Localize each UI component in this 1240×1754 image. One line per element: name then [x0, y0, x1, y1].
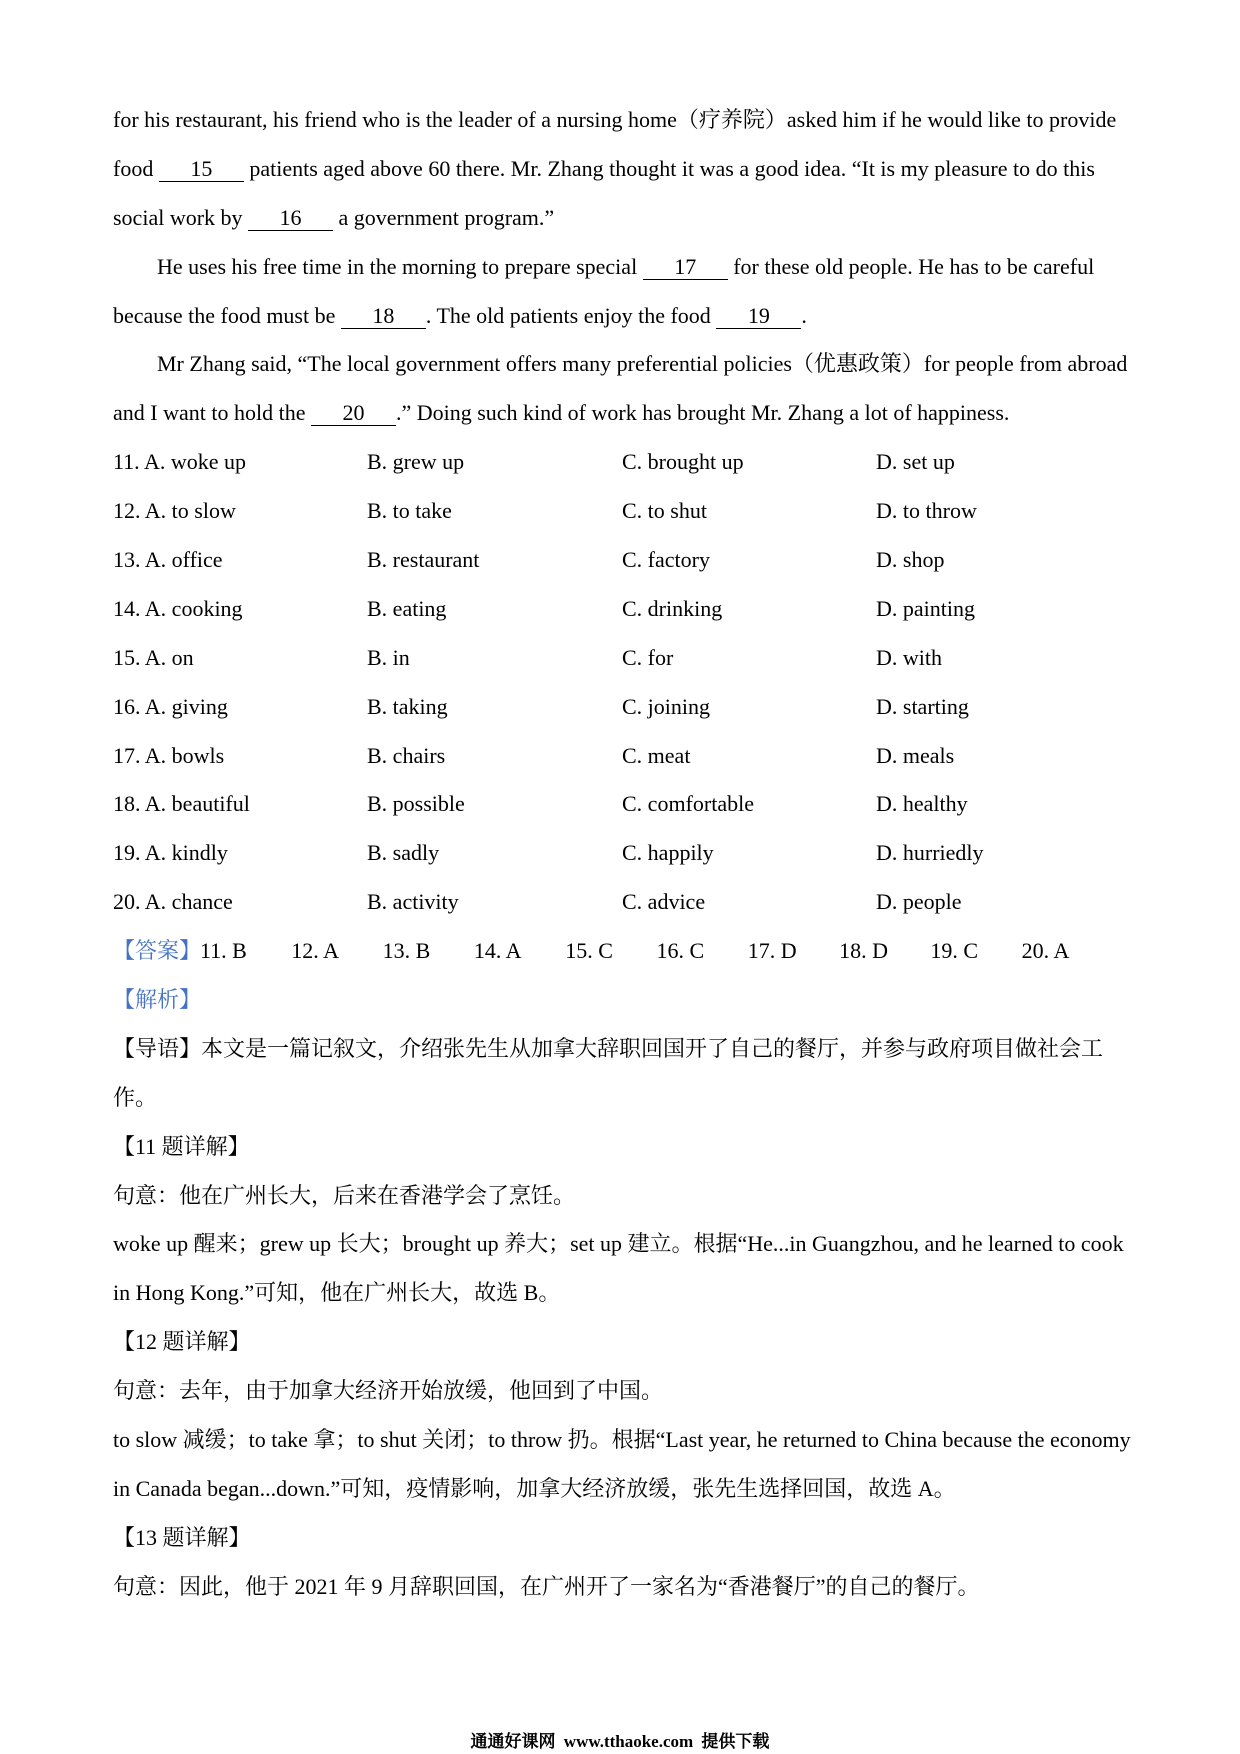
option-a: 18. A. beautiful [113, 791, 250, 817]
option-c: C. advice [622, 889, 706, 915]
question-options-15 [113, 634, 1129, 683]
option-a: 13. A. office [113, 547, 223, 573]
option-a: 16. A. giving [113, 693, 228, 719]
passage-text: . [801, 302, 807, 328]
question-detail-heading [113, 1123, 1129, 1172]
analysis-text: 【13 题详解】 [113, 1524, 251, 1550]
passage-text: social work by [113, 204, 249, 230]
question-options-16 [113, 683, 1129, 732]
analysis-label: 【解析】 [113, 987, 202, 1013]
analysis-line [113, 1025, 1129, 1074]
blank-20: 20 [311, 401, 396, 426]
analysis-line [113, 1269, 1129, 1318]
analysis-text: in Canada began...down.”可知，疫情影响，加拿大经济放缓，张先生选择回国，故选 A。 [113, 1475, 956, 1501]
option-a: 20. A. chance [113, 889, 233, 915]
passage-text: for these old people. He has to be careful [727, 253, 1095, 279]
option-d: D. starting [876, 693, 969, 719]
option-b: B. in [367, 644, 410, 670]
option-b: B. chairs [367, 742, 446, 768]
answer-item: 16. C [656, 938, 705, 964]
option-a: 19. A. kindly [113, 840, 228, 866]
blank-19: 19 [716, 304, 801, 329]
passage-line [113, 243, 1129, 292]
analysis-text: 句意：他在广州长大，后来在香港学会了烹饪。 [113, 1182, 576, 1208]
question-options-17 [113, 732, 1129, 781]
option-b: B. activity [367, 889, 459, 915]
option-c: C. for [622, 644, 674, 670]
option-a: 17. A. bowls [113, 742, 225, 768]
passage-line [113, 340, 1129, 389]
analysis-line [113, 1172, 1129, 1221]
option-c: C. factory [622, 547, 710, 573]
option-d: D. people [876, 889, 962, 915]
analysis-section [113, 976, 1129, 1612]
option-a: 15. A. on [113, 644, 194, 670]
answer-item: 15. C [565, 938, 613, 964]
analysis-text: 【导语】本文是一篇记叙文，介绍张先生从加拿大辞职回国开了自己的餐厅，并参与政府项目做社会工 [113, 1035, 1104, 1061]
passage-text: food [113, 155, 159, 181]
passage-text: for his restaurant, his friend who is the leader of a nursing home（疗养院）asked him if he would like to provide [113, 107, 1117, 132]
passage-line [113, 145, 1129, 194]
analysis-line [113, 1074, 1129, 1123]
question-options-19 [113, 829, 1129, 878]
analysis-text: to slow 减缓；to take 拿；to shut 关闭；to throw 扔。根据“Last year, he returned to China because the economy [113, 1427, 1131, 1453]
answer-item: 13. B [382, 938, 431, 964]
question-options-18 [113, 780, 1129, 829]
analysis-text: 句意：去年，由于加拿大经济开始放缓，他回到了中国。 [113, 1378, 664, 1404]
answer-item: 19. C [930, 938, 979, 964]
option-a: 12. A. to slow [113, 498, 236, 524]
answer-item: 18. D [839, 938, 888, 964]
passage-line [113, 96, 1129, 145]
answer-label: 【答案】 [113, 938, 202, 964]
analysis-line [113, 1220, 1129, 1269]
analysis-line [113, 1416, 1129, 1465]
option-d: D. hurriedly [876, 840, 984, 866]
option-b: B. possible [367, 791, 465, 817]
option-c: C. meat [622, 742, 691, 768]
passage-line [113, 292, 1129, 341]
option-d: D. with [876, 644, 942, 670]
blank-15: 15 [159, 157, 244, 182]
analysis-text: 【12 题详解】 [113, 1329, 251, 1355]
option-d: D. painting [876, 595, 975, 621]
blank-18: 18 [341, 304, 426, 329]
answer-item: 17. D [747, 938, 797, 964]
analysis-text: 【11 题详解】 [113, 1133, 250, 1159]
options-list [113, 438, 1129, 927]
answer-row [113, 927, 1129, 976]
question-options-20 [113, 878, 1129, 927]
option-c: C. joining [622, 693, 711, 719]
analysis-text: woke up 醒来；grew up 长大；brought up 养大；set up 建立。根据“He...in Guangzhou, and he learned to cook [113, 1231, 1124, 1257]
analysis-heading [113, 976, 1129, 1025]
passage-text: because the food must be [113, 302, 341, 328]
option-d: D. shop [876, 547, 945, 573]
page-content [113, 96, 1129, 1612]
answer-item: 11. B [200, 938, 247, 964]
option-c: C. comfortable [622, 791, 754, 817]
option-d: D. to throw [876, 498, 977, 524]
passage-line [113, 389, 1129, 438]
option-c: C. brought up [622, 449, 744, 475]
passage-text: He uses his free time in the morning to prepare special [157, 253, 643, 279]
question-options-13 [113, 536, 1129, 585]
analysis-line [113, 1563, 1129, 1612]
option-b: B. taking [367, 693, 448, 719]
analysis-text: 句意：因此，他于 2021 年 9 月辞职回国，在广州开了一家名为“香港餐厅”的自己的餐厅。 [113, 1573, 980, 1599]
passage-text: and I want to hold the [113, 400, 311, 426]
option-b: B. sadly [367, 840, 440, 866]
option-b: B. eating [367, 595, 447, 621]
page-footer: 通通好课网 www.tthaoke.com 提供下载 [470, 1732, 770, 1751]
blank-17: 17 [643, 255, 728, 280]
passage-text: . The old patients enjoy the food [425, 302, 717, 328]
answer-item: 12. A [291, 938, 339, 964]
question-detail-heading [113, 1318, 1129, 1367]
option-d: D. set up [876, 449, 955, 475]
option-b: B. restaurant [367, 547, 480, 573]
blank-16: 16 [248, 206, 333, 231]
passage-line [113, 194, 1129, 243]
passage-text: .” Doing such kind of work has brought Mr. Zhang a lot of happiness. [395, 400, 1010, 426]
option-a: 14. A. cooking [113, 595, 243, 621]
option-c: C. to shut [622, 498, 707, 524]
passage-text: Mr Zhang said, “The local government offers many preferential policies（优惠政策）for people from abroad [157, 351, 1128, 377]
passage-text: a government program.” [333, 204, 555, 230]
option-d: D. meals [876, 742, 955, 768]
analysis-line [113, 1465, 1129, 1514]
cloze-passage [113, 96, 1129, 438]
analysis-text: in Hong Kong.”可知，他在广州长大，故选 B。 [113, 1280, 561, 1306]
question-options-12 [113, 487, 1129, 536]
question-options-11 [113, 438, 1129, 487]
passage-text: patients aged above 60 there. Mr. Zhang thought it was a good idea. “It is my pleasure to do this [243, 155, 1095, 181]
option-a: 11. A. woke up [113, 449, 247, 475]
answer-section [113, 927, 1129, 976]
analysis-text: 作。 [113, 1084, 158, 1110]
option-b: B. to take [367, 498, 452, 524]
analysis-line [113, 1367, 1129, 1416]
option-c: C. happily [622, 840, 714, 866]
answer-item: 14. A [473, 938, 522, 964]
answer-item: 20. A [1021, 938, 1070, 964]
option-d: D. healthy [876, 791, 968, 817]
question-options-14 [113, 585, 1129, 634]
option-c: C. drinking [622, 595, 723, 621]
question-detail-heading [113, 1514, 1129, 1563]
option-b: B. grew up [367, 449, 465, 475]
